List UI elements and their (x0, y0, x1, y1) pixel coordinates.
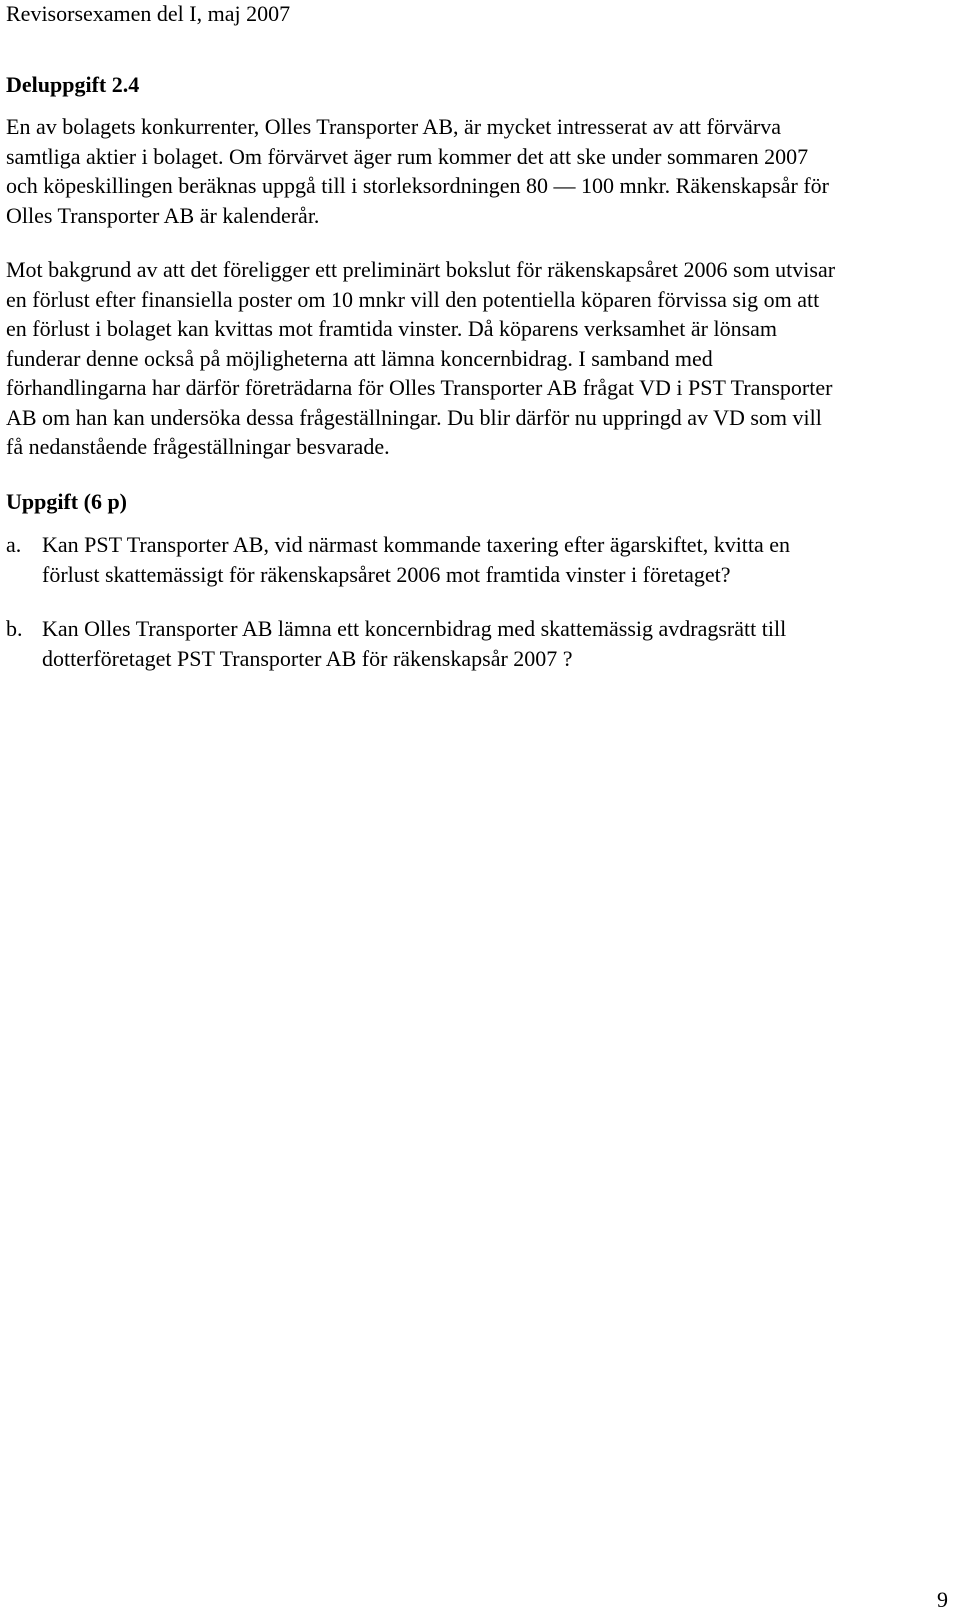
background-line: en förlust i bolaget kan kvittas mot framtida vinster. Då köparens verksamhet är lönsam (6, 316, 778, 341)
intro-line: samtliga aktier i bolaget. Om förvärvet äger rum kommer det att ske under sommaren 2007 (6, 143, 809, 169)
intro-paragraph (6, 112, 829, 230)
item-text (42, 614, 786, 673)
item-line: dotterföretaget PST Transporter AB för räkenskapsår 2007 ? (42, 645, 573, 671)
task-heading: Uppgift (6 p) (6, 489, 128, 514)
item-line: Kan Olles Transporter AB lämna ett koncernbidrag med skattemässig avdragsrätt till (42, 616, 787, 641)
item-marker: a. (6, 532, 22, 557)
item-line: Kan PST Transporter AB, vid närmast kommande taxering efter ägarskiftet, kvitta en (42, 532, 791, 557)
page-number: 9 (937, 1587, 948, 1612)
background-line: funderar denne också på möjligheterna att lämna koncernbidrag. I samband med (6, 345, 713, 371)
running-header: Revisorsexamen del I, maj 2007 (6, 1, 291, 26)
background-line: AB om han kan undersöka dessa frågeställningar. Du blir därför nu uppringd av VD som vill (6, 404, 822, 430)
background-line: få nedanstående frågeställningar besvarade. (6, 434, 390, 459)
background-line: förhandlingarna har därför företrädarna för Olles Transporter AB frågat VD i PST Transporter (6, 375, 833, 400)
background-line: en förlust efter finansiella poster om 10 mnkr vill den potentiella köparen förvissa sig om att (6, 286, 820, 312)
item-text (42, 530, 790, 589)
item-marker: b. (6, 616, 23, 641)
item-line: förlust skattemässigt för räkenskapsåret 2006 mot framtida vinster i företaget? (42, 561, 731, 587)
section-heading: Deluppgift 2.4 (6, 72, 140, 97)
intro-line: En av bolagets konkurrenter, Olles Transporter AB, är mycket intresserat av att förvärva (6, 114, 782, 139)
intro-line: och köpeskillingen beräknas uppgå till i storleksordningen 80 — 100 mnkr. Räkenskapsår för (6, 173, 830, 198)
intro-line: Olles Transporter AB är kalenderår. (6, 202, 320, 228)
background-paragraph (6, 255, 835, 462)
background-line: Mot bakgrund av att det föreligger ett preliminärt bokslut för räkenskapsåret 2006 som utvisar (6, 257, 836, 282)
